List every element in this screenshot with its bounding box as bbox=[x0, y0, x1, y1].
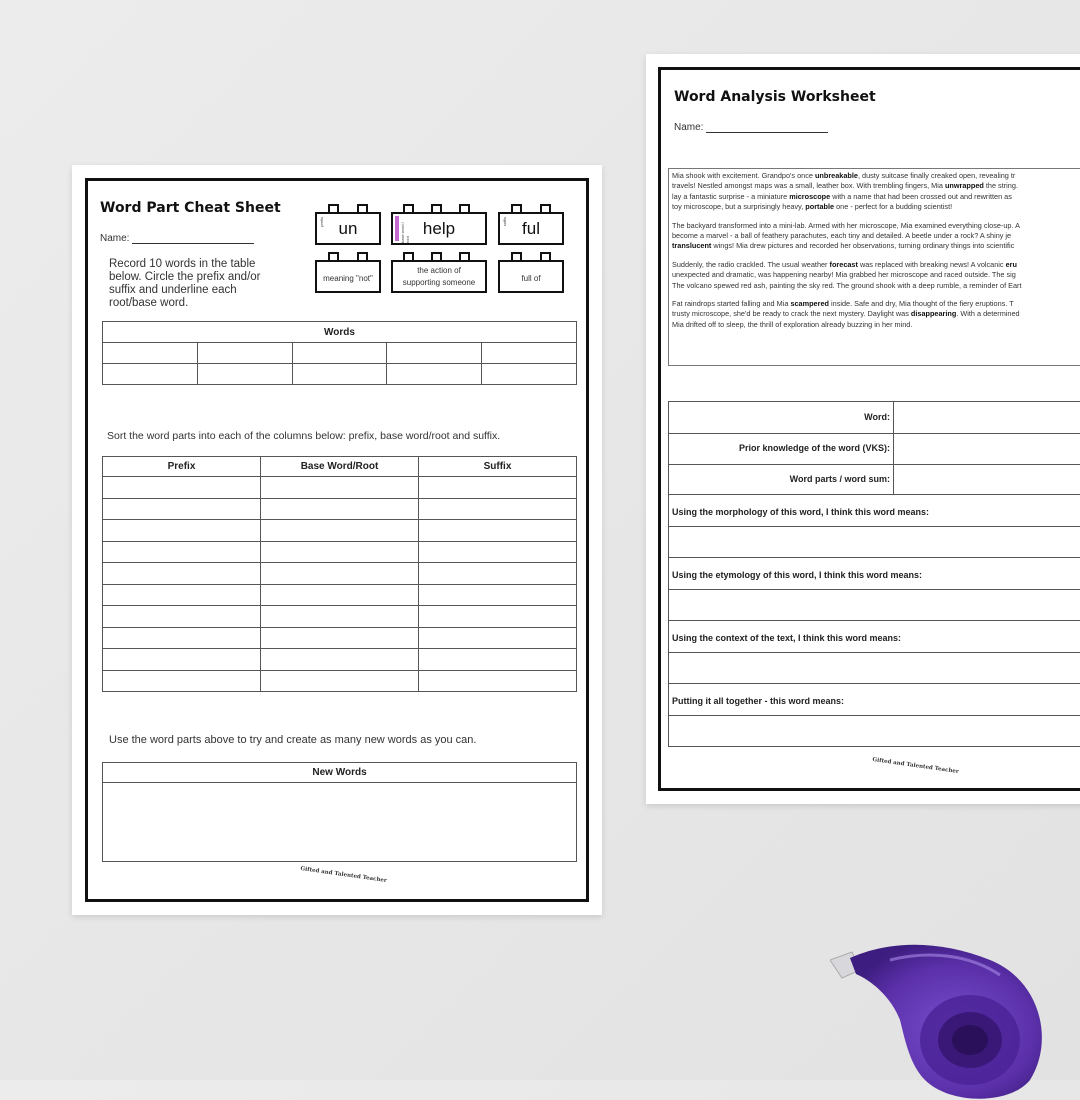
prefix-word: un bbox=[338, 219, 358, 238]
word-cell[interactable] bbox=[197, 364, 292, 385]
prefix-cell[interactable] bbox=[103, 627, 261, 649]
base-header: Base Word/Root bbox=[261, 457, 419, 477]
etymology-field[interactable] bbox=[669, 589, 1080, 622]
passage-line bbox=[672, 181, 1080, 191]
passage-line bbox=[672, 309, 1080, 319]
passage-text: Mia shook with excitement. Grandpo's once bbox=[672, 171, 815, 180]
name-label: Name: bbox=[100, 233, 130, 244]
brand-top: Gifted and bbox=[872, 756, 905, 768]
word-cell[interactable] bbox=[482, 343, 577, 364]
passage-text: with a name that had been crossed out and rewritten as bbox=[830, 191, 1012, 201]
instruction-line: Record 10 words in the table bbox=[109, 258, 256, 270]
suffix-cell[interactable] bbox=[419, 670, 577, 692]
suffix-cell[interactable] bbox=[419, 584, 577, 606]
passage-text: wings! Mia drew pictures and recorded her observations, turning ordinary things into scientific bbox=[711, 241, 1015, 251]
suffix-cell[interactable] bbox=[419, 498, 577, 520]
morphology-block bbox=[668, 494, 1080, 558]
suffix-cell[interactable] bbox=[419, 563, 577, 585]
vocab-word: microscope bbox=[789, 191, 831, 201]
new-words-area[interactable] bbox=[103, 783, 577, 862]
passage-text: . With a determined bbox=[956, 309, 1020, 319]
passage-text: lay a fantastic surprise - a miniature bbox=[672, 191, 790, 201]
suffix-brick bbox=[498, 212, 564, 245]
instruction-line: root/base word. bbox=[109, 297, 189, 309]
instruction-create: Use the word parts above to try and create as many new words as you can. bbox=[109, 734, 477, 746]
table-row bbox=[103, 627, 577, 649]
passage-text: The backyard transformed into a mini-lab. Armed with her microscope, Mia examined everything close-up. A bbox=[672, 220, 1020, 230]
suffix-cell[interactable] bbox=[419, 627, 577, 649]
etymology-block bbox=[668, 557, 1080, 621]
prior-knowledge-field[interactable] bbox=[894, 434, 1080, 464]
word-cell[interactable] bbox=[387, 343, 482, 364]
correction-tape-dispenser bbox=[830, 930, 1060, 1100]
suffix-word: ful bbox=[522, 219, 540, 238]
instruction-sort: Sort the word parts into each of the columns below: prefix, base word/root and suffix. bbox=[107, 430, 501, 442]
suffix-tag: suffix bbox=[502, 217, 507, 227]
passage-text: travels! Nestled amongst maps was a small, leather box. With trembling fingers, Mia bbox=[672, 181, 945, 191]
vocab-word: unwrapped bbox=[944, 181, 984, 191]
word-cell[interactable] bbox=[482, 364, 577, 385]
word-cell[interactable] bbox=[387, 364, 482, 385]
table-row bbox=[103, 649, 577, 671]
passage-text: one - perfect for a budding scientist! bbox=[834, 202, 953, 212]
base-cell[interactable] bbox=[261, 670, 419, 692]
table-row bbox=[103, 477, 577, 499]
morphology-label: Using the morphology of this word, I think this word means: bbox=[672, 507, 930, 517]
word-cell[interactable] bbox=[292, 364, 387, 385]
table-row bbox=[103, 670, 577, 692]
base-cell[interactable] bbox=[261, 649, 419, 671]
word-cell[interactable] bbox=[197, 343, 292, 364]
suffix-cell[interactable] bbox=[419, 541, 577, 563]
passage-text: the string. bbox=[983, 181, 1018, 191]
suffix-cell[interactable] bbox=[419, 649, 577, 671]
words-table bbox=[102, 321, 577, 385]
table-row bbox=[103, 498, 577, 520]
vocab-word: translucent bbox=[672, 241, 712, 251]
passage-line bbox=[672, 281, 1080, 291]
context-block bbox=[668, 620, 1080, 684]
suffix-cell[interactable] bbox=[419, 477, 577, 499]
passage-paragraph bbox=[672, 171, 1080, 213]
vocab-word: scampered bbox=[790, 299, 829, 309]
instruction-record-words bbox=[109, 258, 261, 310]
instruction-line: suffix and underline each bbox=[109, 284, 237, 296]
base-cell[interactable] bbox=[261, 541, 419, 563]
passage-line bbox=[672, 202, 1080, 212]
word-cell[interactable] bbox=[292, 343, 387, 364]
instruction-line: below. Circle the prefix and/or bbox=[109, 271, 261, 283]
name-line bbox=[706, 132, 828, 133]
word-parts-label: Word parts / word sum: bbox=[789, 474, 890, 484]
word-cell[interactable] bbox=[103, 364, 198, 385]
prefix-cell[interactable] bbox=[103, 477, 261, 499]
passage-text: become a marvel - a ball of feathery parachutes, each tiny and detailed. A beetle under a rock? A shiny je bbox=[672, 231, 1012, 241]
word-info-block bbox=[668, 401, 1080, 495]
passage-line bbox=[672, 192, 1080, 202]
passage-line bbox=[672, 241, 1080, 251]
base-word: help bbox=[422, 219, 456, 238]
suffix-meaning-brick bbox=[498, 260, 564, 293]
passage-line bbox=[672, 221, 1080, 231]
prefix-meaning: meaning "not" bbox=[323, 274, 373, 283]
prior-knowledge-label: Prior knowledge of the word (VKS): bbox=[738, 443, 890, 453]
new-words-table bbox=[102, 762, 577, 862]
passage-line bbox=[672, 171, 1080, 181]
morphology-field[interactable] bbox=[669, 526, 1080, 559]
passage-paragraph bbox=[672, 221, 1080, 252]
prefix-cell[interactable] bbox=[103, 606, 261, 628]
vocab-word: portable bbox=[805, 202, 835, 212]
passage-text: Mia drifted off to sleep, the thrill of exploration already buzzing in her mind. bbox=[672, 319, 913, 329]
passage-text: , dusty suitcase finally creaked open, revealing tr bbox=[857, 171, 1016, 180]
passage-text: The volcano spewed red ash, painting the sky red. The ground shook with a deep rumble, a reminder of Eart bbox=[672, 280, 1022, 290]
suffix-cell[interactable] bbox=[419, 520, 577, 542]
base-tag: base word / root bbox=[400, 222, 410, 243]
prefix-cell[interactable] bbox=[103, 649, 261, 671]
passage-text: toy microscope, but a surprisingly heavy, bbox=[672, 202, 806, 212]
passage-line bbox=[672, 320, 1080, 330]
table-row bbox=[103, 606, 577, 628]
base-cell[interactable] bbox=[261, 627, 419, 649]
brand-bottom: Talented Teacher bbox=[333, 870, 388, 885]
etymology-label: Using the etymology of this word, I think this word means: bbox=[672, 570, 923, 580]
together-block bbox=[668, 683, 1080, 747]
suffix-header: Suffix bbox=[419, 457, 577, 477]
passage-text: was replaced with breaking news! A volcanic bbox=[857, 259, 1006, 269]
table-row bbox=[103, 541, 577, 563]
base-brick bbox=[391, 212, 487, 245]
base-meaning-brick bbox=[391, 260, 487, 293]
base-cell[interactable] bbox=[261, 520, 419, 542]
base-cell[interactable] bbox=[261, 563, 419, 585]
base-cell[interactable] bbox=[261, 606, 419, 628]
brand-top: Gifted and bbox=[300, 865, 333, 877]
together-label: Putting it all together - this word means: bbox=[672, 696, 845, 706]
passage-text: Fat raindrops started falling and Mia bbox=[672, 299, 791, 309]
table-row bbox=[103, 584, 577, 606]
vocab-word: forecast bbox=[829, 259, 858, 269]
passage-text: trusty microscope, she'd be ready to crack the next mystery. Daylight was bbox=[672, 309, 911, 319]
together-field[interactable] bbox=[669, 715, 1080, 748]
brand-bottom: Talented Teacher bbox=[905, 761, 960, 776]
passage-line bbox=[672, 260, 1080, 270]
cheat-sheet-title: Word Part Cheat Sheet bbox=[100, 200, 281, 216]
table-row bbox=[103, 520, 577, 542]
prefix-cell[interactable] bbox=[103, 520, 261, 542]
new-words-header: New Words bbox=[103, 763, 577, 783]
prefix-cell[interactable] bbox=[103, 584, 261, 606]
word-label: Word: bbox=[864, 412, 890, 422]
vocab-word: eru bbox=[1005, 259, 1017, 269]
prefix-cell[interactable] bbox=[103, 541, 261, 563]
vocab-word: disappearing bbox=[910, 309, 957, 319]
words-header: Words bbox=[103, 322, 577, 343]
prefix-meaning-brick bbox=[315, 260, 381, 293]
name-label: Name: bbox=[674, 122, 704, 133]
base-cell[interactable] bbox=[261, 584, 419, 606]
prefix-header: Prefix bbox=[103, 457, 261, 477]
vocab-word: unbreakable bbox=[814, 171, 858, 180]
prefix-cell[interactable] bbox=[103, 670, 261, 692]
word-parts-field[interactable] bbox=[894, 465, 1080, 495]
passage-text: Suddenly, the radio crackled. The usual weather bbox=[672, 259, 830, 269]
base-meaning: the action of supporting someone bbox=[402, 266, 476, 287]
table-row bbox=[103, 563, 577, 585]
passage-text: unexpected and dramatic, was happening nearby! Mia grabbed her microscope and raced outside. The sig bbox=[672, 270, 1016, 280]
sort-table-body bbox=[103, 477, 577, 692]
passage-line bbox=[672, 231, 1080, 241]
context-label: Using the context of the text, I think this word means: bbox=[672, 633, 902, 643]
prefix-tag: prefix bbox=[319, 217, 324, 227]
worksheet-title: Word Analysis Worksheet bbox=[674, 89, 876, 105]
table-row bbox=[103, 364, 577, 385]
prefix-brick bbox=[315, 212, 381, 245]
passage-line bbox=[672, 270, 1080, 280]
suffix-meaning: full of bbox=[521, 274, 541, 283]
prefix-cell[interactable] bbox=[103, 498, 261, 520]
reading-passage bbox=[668, 168, 1080, 366]
prefix-cell[interactable] bbox=[103, 563, 261, 585]
suffix-cell[interactable] bbox=[419, 606, 577, 628]
passage-line bbox=[672, 299, 1080, 309]
base-cell[interactable] bbox=[261, 477, 419, 499]
name-line bbox=[132, 243, 254, 244]
sort-table bbox=[102, 456, 577, 692]
word-field[interactable] bbox=[894, 402, 1080, 433]
base-cell[interactable] bbox=[261, 498, 419, 520]
word-cell[interactable] bbox=[103, 343, 198, 364]
passage-paragraph bbox=[672, 299, 1080, 330]
table-row bbox=[103, 343, 577, 364]
passage-paragraph bbox=[672, 260, 1080, 291]
passage-text: inside. Safe and dry, Mia thought of the fiery eruptions. T bbox=[828, 299, 1014, 309]
context-field[interactable] bbox=[669, 652, 1080, 685]
